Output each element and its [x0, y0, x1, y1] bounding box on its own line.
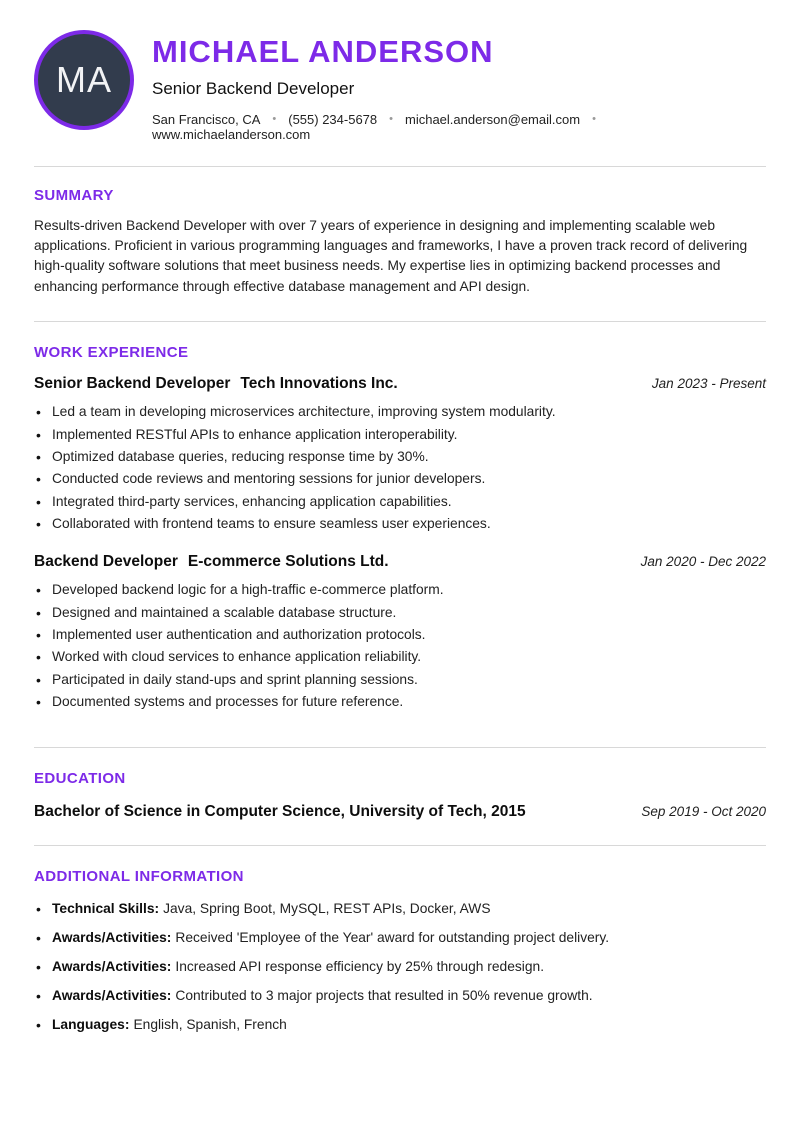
contact-website: www.michaelanderson.com	[152, 126, 311, 142]
job-bullet: • Collaborated with frontend teams to ensure seamless user experiences.	[34, 513, 766, 535]
header-text	[152, 28, 766, 142]
job-bullet: • Documented systems and processes for future reference.	[34, 691, 766, 713]
job-dates: Jan 2020 - Dec 2022	[640, 554, 766, 570]
contact-location: San Francisco, CA	[152, 111, 261, 127]
separator-dot: •	[389, 113, 393, 126]
contact-row	[152, 112, 766, 142]
additional-item-text: English, Spanish, French	[133, 1017, 287, 1033]
job-bullet: • Integrated third-party services, enhancing application capabilities.	[34, 491, 766, 513]
job-title: Backend Developer	[34, 553, 178, 571]
section-divider	[34, 321, 766, 322]
avatar-initials: MA	[56, 59, 112, 100]
job-bullet: • Designed and maintained a scalable database structure.	[34, 602, 766, 624]
additional-list	[34, 899, 766, 1035]
additional-item-text: Java, Spring Boot, MySQL, REST APIs, Docker, AWS	[163, 901, 491, 917]
contact-email: michael.anderson@email.com	[405, 111, 581, 127]
section-divider	[34, 747, 766, 748]
resume-header	[34, 28, 766, 142]
additional-item	[34, 957, 766, 977]
additional-item-text: Contributed to 3 major projects that resulted in 50% revenue growth.	[175, 988, 593, 1004]
additional-item-text: Received 'Employee of the Year' award for outstanding project delivery.	[175, 930, 610, 946]
work-experience-section	[34, 344, 766, 713]
section-divider	[34, 845, 766, 846]
work-experience-heading: WORK EXPERIENCE	[34, 344, 189, 362]
summary-heading: SUMMARY	[34, 186, 114, 204]
job-company: Tech Innovations Inc.	[240, 375, 398, 393]
additional-item-label: Awards/Activities:	[52, 959, 172, 975]
additional-item-label: Awards/Activities:	[52, 930, 172, 946]
contact-phone: (555) 234-5678	[288, 111, 378, 127]
additional-item-label: Technical Skills:	[52, 901, 160, 917]
job-bullet: • Conducted code reviews and mentoring sessions for junior developers.	[34, 468, 766, 490]
additional-information-heading: ADDITIONAL INFORMATION	[34, 868, 244, 886]
job-bullet-list	[34, 579, 766, 713]
additional-item	[34, 899, 766, 919]
education-dates: Sep 2019 - Oct 2020	[641, 804, 766, 820]
job-title-line	[34, 375, 398, 393]
education-entry	[34, 803, 766, 821]
summary-text: Results-driven Backend Developer with over 7 years of experience in designing and implementing scalable web applications. Proficient in various programming languages and frameworks, I have a proven track record of delivering high-quality software solutions that meet business needs. My expertise lies in optimizing backend processes and enhancing performance through effective database management and API design.	[34, 217, 748, 294]
job-bullet-list	[34, 401, 766, 535]
job-bullet: • Optimized database queries, reducing response time by 30%.	[34, 446, 766, 468]
job-dates: Jan 2023 - Present	[651, 376, 766, 392]
additional-item	[34, 1015, 766, 1035]
job-bullet: • Worked with cloud services to enhance application reliability.	[34, 646, 766, 668]
education-heading: EDUCATION	[34, 770, 126, 788]
separator-dot: •	[592, 113, 596, 126]
education-section	[34, 770, 766, 821]
job-entry	[34, 553, 766, 713]
job-header	[34, 375, 766, 393]
job-entry	[34, 375, 766, 535]
separator-dot: •	[272, 113, 277, 126]
additional-item-text: Increased API response efficiency by 25% through redesign.	[175, 959, 545, 975]
job-title-line	[34, 553, 389, 571]
additional-information-section	[34, 868, 766, 1035]
job-header	[34, 553, 766, 571]
job-bullet: • Participated in daily stand-ups and sprint planning sessions.	[34, 669, 766, 691]
candidate-name: MICHAEL ANDERSON	[152, 34, 494, 69]
job-bullet: • Led a team in developing microservices architecture, improving system modularity.	[34, 401, 766, 423]
job-bullet: • Developed backend logic for a high-traffic e-commerce platform.	[34, 579, 766, 601]
additional-item-label: Languages:	[52, 1017, 130, 1033]
job-company: E-commerce Solutions Ltd.	[187, 553, 389, 571]
additional-item	[34, 928, 766, 948]
summary-section	[34, 187, 766, 298]
candidate-title: Senior Backend Developer	[152, 78, 355, 98]
education-degree: Bachelor of Science in Computer Science, University of Tech, 2015	[34, 803, 526, 821]
job-title: Senior Backend Developer	[34, 375, 231, 393]
additional-item	[34, 986, 766, 1006]
job-bullet: • Implemented user authentication and authorization protocols.	[34, 624, 766, 646]
section-divider	[34, 166, 766, 167]
avatar	[34, 30, 134, 130]
additional-item-label: Awards/Activities:	[52, 988, 172, 1004]
job-bullet: • Implemented RESTful APIs to enhance application interoperability.	[34, 424, 766, 446]
